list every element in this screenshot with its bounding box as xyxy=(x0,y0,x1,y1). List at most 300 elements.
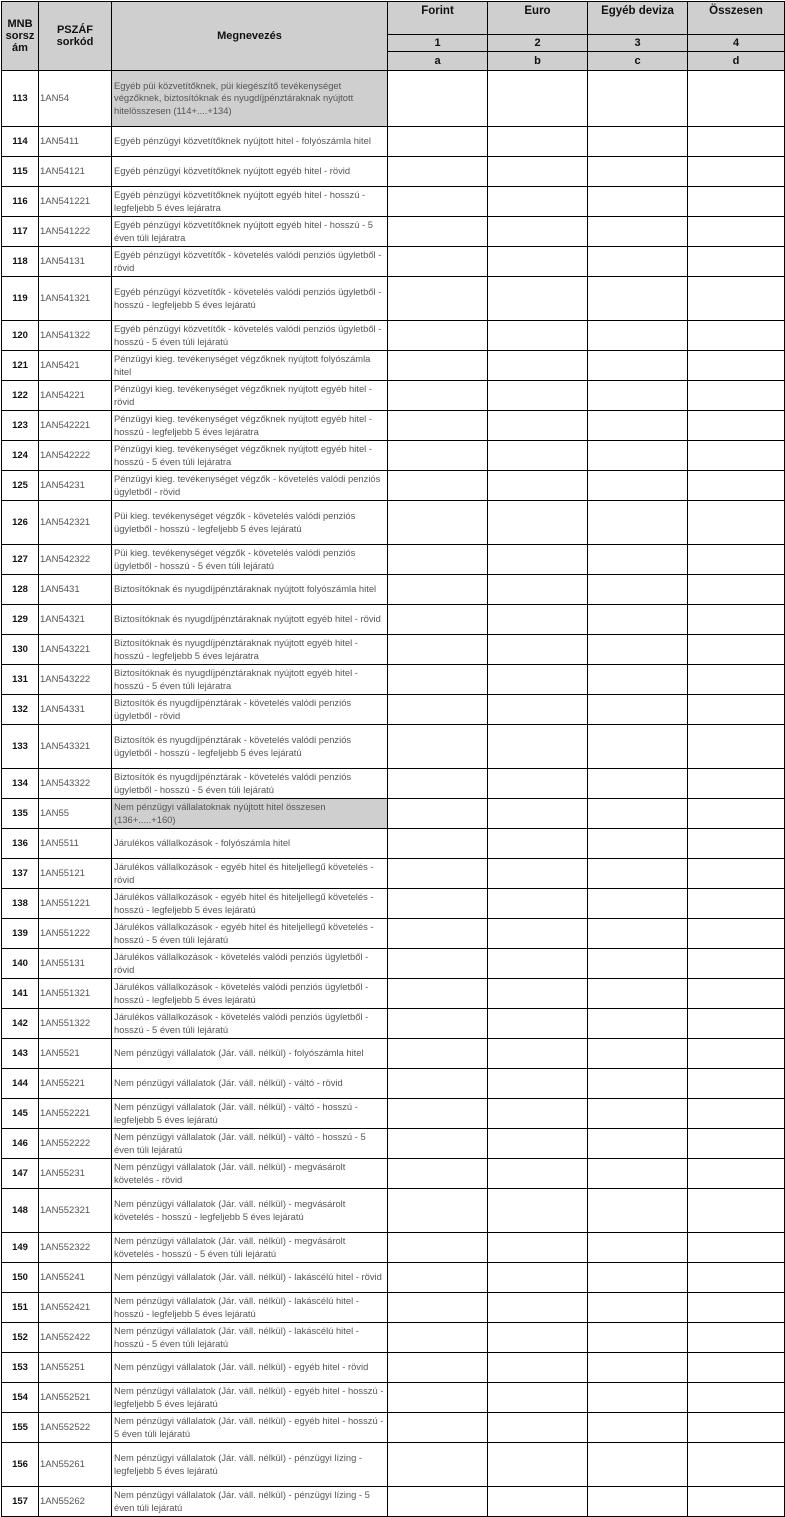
value-cell-euro[interactable] xyxy=(488,1413,588,1443)
value-cell-osszesen[interactable] xyxy=(688,381,785,411)
row-description: Püi kieg. tevékenységet végzők - követelés valódi penziós ügyletből - hosszú - 5 éven túli lejáratú xyxy=(112,545,388,575)
row-number: 147 xyxy=(2,1159,39,1189)
value-cell-euro[interactable] xyxy=(488,501,588,545)
value-cell-egyeb-deviza[interactable] xyxy=(588,859,688,889)
row-description: Egyéb pénzügyi közvetítőknek nyújtott egyéb hitel - rövid xyxy=(112,157,388,187)
table-body xyxy=(2,71,785,1517)
row-number: 148 xyxy=(2,1189,39,1233)
row-number: 120 xyxy=(2,321,39,351)
value-cell-euro[interactable] xyxy=(488,411,588,441)
value-cell-osszesen[interactable] xyxy=(688,277,785,321)
value-cell-egyeb-deviza[interactable] xyxy=(588,1233,688,1263)
value-cell-forint[interactable] xyxy=(388,1009,488,1039)
row-code: 1AN54121 xyxy=(39,157,112,187)
value-cell-forint[interactable] xyxy=(388,1233,488,1263)
row-number: 118 xyxy=(2,247,39,277)
value-cell-egyeb-deviza[interactable] xyxy=(588,1353,688,1383)
value-cell-osszesen[interactable] xyxy=(688,127,785,157)
value-cell-egyeb-deviza[interactable] xyxy=(588,187,688,217)
row-code: 1AN541221 xyxy=(39,187,112,217)
value-cell-osszesen[interactable] xyxy=(688,1353,785,1383)
value-cell-egyeb-deviza[interactable] xyxy=(588,501,688,545)
row-number: 130 xyxy=(2,635,39,665)
value-cell-euro[interactable] xyxy=(488,1323,588,1353)
row-code: 1AN542221 xyxy=(39,411,112,441)
table-row xyxy=(2,71,785,127)
value-cell-osszesen[interactable] xyxy=(688,1069,785,1099)
value-cell-euro[interactable] xyxy=(488,187,588,217)
table-row xyxy=(2,949,785,979)
header-megnevezes: Megnevezés xyxy=(112,2,388,71)
value-cell-euro[interactable] xyxy=(488,725,588,769)
row-number: 141 xyxy=(2,979,39,1009)
value-cell-osszesen[interactable] xyxy=(688,187,785,217)
value-cell-osszesen[interactable] xyxy=(688,157,785,187)
row-description: Pénzügyi kieg. tevékenységet végzőknek nyújtott egyéb hitel - hosszú - 5 éven túli lejáratra xyxy=(112,441,388,471)
table-row xyxy=(2,217,785,247)
table-row xyxy=(2,605,785,635)
value-cell-euro[interactable] xyxy=(488,1009,588,1039)
table-row xyxy=(2,799,785,829)
value-cell-euro[interactable] xyxy=(488,1189,588,1233)
value-cell-forint[interactable] xyxy=(388,157,488,187)
value-cell-osszesen[interactable] xyxy=(688,829,785,859)
value-cell-osszesen[interactable] xyxy=(688,889,785,919)
header-mnb-sorszam: MNB sorsz ám xyxy=(2,2,39,71)
value-cell-forint[interactable] xyxy=(388,769,488,799)
row-code: 1AN552322 xyxy=(39,1233,112,1263)
value-cell-euro[interactable] xyxy=(488,1069,588,1099)
value-cell-egyeb-deviza[interactable] xyxy=(588,769,688,799)
value-cell-egyeb-deviza[interactable] xyxy=(588,277,688,321)
value-cell-osszesen[interactable] xyxy=(688,441,785,471)
row-description: Egyéb püi közvetítőknek, püi kiegészítő tevékenységet végzőknek, biztosítóknak és nyugdíjpénztáraknak nyújtott hitelösszesen (114+....+134) xyxy=(112,71,388,127)
value-cell-osszesen[interactable] xyxy=(688,545,785,575)
value-cell-forint[interactable] xyxy=(388,1443,488,1487)
value-cell-forint[interactable] xyxy=(388,1323,488,1353)
value-cell-euro[interactable] xyxy=(488,949,588,979)
row-description: Biztosítók és nyugdíjpénztárak - követelés valódi penziós ügyletből - rövid xyxy=(112,695,388,725)
value-cell-osszesen[interactable] xyxy=(688,1383,785,1413)
table-row xyxy=(2,1189,785,1233)
row-code: 1AN54321 xyxy=(39,605,112,635)
row-code: 1AN542321 xyxy=(39,501,112,545)
table-row xyxy=(2,859,785,889)
value-cell-forint[interactable] xyxy=(388,545,488,575)
value-cell-egyeb-deviza[interactable] xyxy=(588,575,688,605)
table-row xyxy=(2,1099,785,1129)
value-cell-osszesen[interactable] xyxy=(688,1189,785,1233)
value-cell-egyeb-deviza[interactable] xyxy=(588,411,688,441)
row-number: 132 xyxy=(2,695,39,725)
value-cell-forint[interactable] xyxy=(388,321,488,351)
value-cell-forint[interactable] xyxy=(388,1039,488,1069)
row-number: 151 xyxy=(2,1293,39,1323)
row-description: Járulékos vállalkozások - egyéb hitel és hiteljellegű követelés - hosszú - 5 éven túli lejáratú xyxy=(112,919,388,949)
value-cell-euro[interactable] xyxy=(488,1039,588,1069)
row-description: Nem pénzügyi vállalatok (Jár. váll. nélkül) - megvásárolt követelés - hosszú - 5 éven túli lejáratú xyxy=(112,1233,388,1263)
table-row xyxy=(2,501,785,545)
row-number: 139 xyxy=(2,919,39,949)
value-cell-euro[interactable] xyxy=(488,1159,588,1189)
table-row xyxy=(2,441,785,471)
value-cell-forint[interactable] xyxy=(388,799,488,829)
table-row xyxy=(2,725,785,769)
table-row xyxy=(2,889,785,919)
row-code: 1AN543221 xyxy=(39,635,112,665)
table-row xyxy=(2,919,785,949)
value-cell-egyeb-deviza[interactable] xyxy=(588,919,688,949)
value-cell-forint[interactable] xyxy=(388,1383,488,1413)
value-cell-egyeb-deviza[interactable] xyxy=(588,949,688,979)
row-code: 1AN541322 xyxy=(39,321,112,351)
value-cell-forint[interactable] xyxy=(388,351,488,381)
row-description: Nem pénzügyi vállalatok (Jár. váll. nélkül) - egyéb hitel - hosszú - 5 éven túli lejáratú xyxy=(112,1413,388,1443)
row-description: Nem pénzügyi vállalatok (Jár. váll. nélkül) - megvásárolt követelés - rövid xyxy=(112,1159,388,1189)
row-description: Egyéb pénzügyi közvetítőknek nyújtott egyéb hitel - hosszú - 5 éven túli lejáratra xyxy=(112,217,388,247)
value-cell-euro[interactable] xyxy=(488,695,588,725)
value-cell-osszesen[interactable] xyxy=(688,575,785,605)
table-row xyxy=(2,411,785,441)
value-cell-osszesen[interactable] xyxy=(688,919,785,949)
row-description: Biztosítóknak és nyugdíjpénztáraknak nyújtott egyéb hitel - hosszú - 5 éven túli lejáratra xyxy=(112,665,388,695)
table-row xyxy=(2,1413,785,1443)
value-cell-osszesen[interactable] xyxy=(688,859,785,889)
value-cell-egyeb-deviza[interactable] xyxy=(588,71,688,127)
value-cell-egyeb-deviza[interactable] xyxy=(588,1263,688,1293)
value-cell-forint[interactable] xyxy=(388,1413,488,1443)
table-row xyxy=(2,1293,785,1323)
row-description: Nem pénzügyi vállalatok (Jár. váll. nélkül) - megvásárolt követelés - hosszú - legfeljebb 5 éves lejáratú xyxy=(112,1189,388,1233)
value-cell-osszesen[interactable] xyxy=(688,1487,785,1517)
header-col-number: 1 xyxy=(388,35,488,52)
value-cell-egyeb-deviza[interactable] xyxy=(588,829,688,859)
row-code: 1AN541321 xyxy=(39,277,112,321)
value-cell-osszesen[interactable] xyxy=(688,1039,785,1069)
value-cell-egyeb-deviza[interactable] xyxy=(588,1039,688,1069)
value-cell-osszesen[interactable] xyxy=(688,351,785,381)
value-cell-egyeb-deviza[interactable] xyxy=(588,1413,688,1443)
row-description: Nem pénzügyi vállalatok (Jár. váll. nélkül) - pénzügyi lízing - legfeljebb 5 éves lejáratú xyxy=(112,1443,388,1487)
row-code: 1AN55231 xyxy=(39,1159,112,1189)
value-cell-egyeb-deviza[interactable] xyxy=(588,157,688,187)
value-cell-euro[interactable] xyxy=(488,1293,588,1323)
value-cell-euro[interactable] xyxy=(488,441,588,471)
row-number: 131 xyxy=(2,665,39,695)
row-number: 114 xyxy=(2,127,39,157)
value-cell-euro[interactable] xyxy=(488,1099,588,1129)
value-cell-egyeb-deviza[interactable] xyxy=(588,799,688,829)
row-description: Biztosítók és nyugdíjpénztárak - követelés valódi penziós ügyletből - hosszú - legfeljebb 5 éves lejáratú xyxy=(112,725,388,769)
value-cell-euro[interactable] xyxy=(488,1443,588,1487)
value-cell-osszesen[interactable] xyxy=(688,979,785,1009)
value-cell-osszesen[interactable] xyxy=(688,247,785,277)
table-row xyxy=(2,769,785,799)
report-table xyxy=(1,1,785,1517)
value-cell-egyeb-deviza[interactable] xyxy=(588,1069,688,1099)
value-cell-forint[interactable] xyxy=(388,859,488,889)
header-col-osszesen: Összesen xyxy=(688,2,785,35)
value-cell-egyeb-deviza[interactable] xyxy=(588,889,688,919)
value-cell-euro[interactable] xyxy=(488,769,588,799)
value-cell-egyeb-deviza[interactable] xyxy=(588,1009,688,1039)
value-cell-egyeb-deviza[interactable] xyxy=(588,725,688,769)
row-description: Nem pénzügyi vállalatok (Jár. váll. nélkül) - váltó - hosszú - legfeljebb 5 éves lejáratú xyxy=(112,1099,388,1129)
row-number: 143 xyxy=(2,1039,39,1069)
row-code: 1AN54131 xyxy=(39,247,112,277)
row-description: Nem pénzügyi vállalatok (Jár. váll. nélkül) - váltó - hosszú - 5 éven túli lejáratú xyxy=(112,1129,388,1159)
value-cell-euro[interactable] xyxy=(488,889,588,919)
table-row xyxy=(2,277,785,321)
value-cell-egyeb-deviza[interactable] xyxy=(588,605,688,635)
value-cell-euro[interactable] xyxy=(488,1383,588,1413)
value-cell-forint[interactable] xyxy=(388,635,488,665)
value-cell-osszesen[interactable] xyxy=(688,1323,785,1353)
value-cell-forint[interactable] xyxy=(388,247,488,277)
value-cell-euro[interactable] xyxy=(488,1263,588,1293)
value-cell-egyeb-deviza[interactable] xyxy=(588,545,688,575)
value-cell-euro[interactable] xyxy=(488,919,588,949)
value-cell-forint[interactable] xyxy=(388,1487,488,1517)
row-number: 145 xyxy=(2,1099,39,1129)
value-cell-forint[interactable] xyxy=(388,575,488,605)
value-cell-egyeb-deviza[interactable] xyxy=(588,127,688,157)
value-cell-forint[interactable] xyxy=(388,889,488,919)
value-cell-osszesen[interactable] xyxy=(688,1099,785,1129)
row-number: 125 xyxy=(2,471,39,501)
row-description: Egyéb pénzügyi közvetítők - követelés valódi penziós ügyletből - rövid xyxy=(112,247,388,277)
value-cell-forint[interactable] xyxy=(388,1129,488,1159)
row-description: Nem pénzügyi vállalatok (Jár. váll. nélkül) - lakáscélú hitel - hosszú - 5 éven túli lejáratú xyxy=(112,1323,388,1353)
row-code: 1AN551322 xyxy=(39,1009,112,1039)
value-cell-euro[interactable] xyxy=(488,247,588,277)
value-cell-euro[interactable] xyxy=(488,545,588,575)
value-cell-osszesen[interactable] xyxy=(688,1129,785,1159)
value-cell-euro[interactable] xyxy=(488,351,588,381)
table-row xyxy=(2,187,785,217)
value-cell-euro[interactable] xyxy=(488,1129,588,1159)
table-row xyxy=(2,829,785,859)
table-row xyxy=(2,979,785,1009)
value-cell-egyeb-deviza[interactable] xyxy=(588,1323,688,1353)
value-cell-euro[interactable] xyxy=(488,277,588,321)
row-code: 1AN54221 xyxy=(39,381,112,411)
value-cell-osszesen[interactable] xyxy=(688,1009,785,1039)
value-cell-forint[interactable] xyxy=(388,605,488,635)
header-col-egyeb-deviza: Egyéb deviza xyxy=(588,2,688,35)
table-row xyxy=(2,1159,785,1189)
value-cell-forint[interactable] xyxy=(388,979,488,1009)
row-code: 1AN55131 xyxy=(39,949,112,979)
row-description: Biztosítóknak és nyugdíjpénztáraknak nyújtott egyéb hitel - rövid xyxy=(112,605,388,635)
header-col-letter: a xyxy=(388,52,488,71)
value-cell-forint[interactable] xyxy=(388,411,488,441)
value-cell-forint[interactable] xyxy=(388,441,488,471)
table-row xyxy=(2,1263,785,1293)
row-number: 142 xyxy=(2,1009,39,1039)
value-cell-euro[interactable] xyxy=(488,1353,588,1383)
value-cell-egyeb-deviza[interactable] xyxy=(588,1129,688,1159)
value-cell-forint[interactable] xyxy=(388,919,488,949)
row-description: Nem pénzügyi vállalatok (Jár. váll. nélkül) - lakáscélú hitel - hosszú - legfeljebb 5 éves lejáratú xyxy=(112,1293,388,1323)
value-cell-osszesen[interactable] xyxy=(688,1159,785,1189)
value-cell-forint[interactable] xyxy=(388,381,488,411)
table-row xyxy=(2,381,785,411)
row-number: 140 xyxy=(2,949,39,979)
value-cell-forint[interactable] xyxy=(388,501,488,545)
value-cell-egyeb-deviza[interactable] xyxy=(588,1189,688,1233)
row-number: 129 xyxy=(2,605,39,635)
row-number: 156 xyxy=(2,1443,39,1487)
value-cell-forint[interactable] xyxy=(388,127,488,157)
value-cell-egyeb-deviza[interactable] xyxy=(588,441,688,471)
value-cell-egyeb-deviza[interactable] xyxy=(588,1383,688,1413)
value-cell-forint[interactable] xyxy=(388,1293,488,1323)
value-cell-forint[interactable] xyxy=(388,1069,488,1099)
table-row xyxy=(2,321,785,351)
value-cell-osszesen[interactable] xyxy=(688,1293,785,1323)
row-number: 150 xyxy=(2,1263,39,1293)
row-description: Nem pénzügyi vállalatok (Jár. váll. nélkül) - folyószámla hitel xyxy=(112,1039,388,1069)
row-code: 1AN552522 xyxy=(39,1413,112,1443)
value-cell-osszesen[interactable] xyxy=(688,695,785,725)
value-cell-egyeb-deviza[interactable] xyxy=(588,1443,688,1487)
value-cell-euro[interactable] xyxy=(488,321,588,351)
value-cell-euro[interactable] xyxy=(488,575,588,605)
row-code: 1AN5511 xyxy=(39,829,112,859)
value-cell-forint[interactable] xyxy=(388,695,488,725)
value-cell-euro[interactable] xyxy=(488,605,588,635)
row-description: Nem pénzügyi vállalatok (Jár. váll. nélkül) - pénzügyi lízing - 5 éven túli lejáratú xyxy=(112,1487,388,1517)
value-cell-egyeb-deviza[interactable] xyxy=(588,695,688,725)
value-cell-euro[interactable] xyxy=(488,859,588,889)
value-cell-forint[interactable] xyxy=(388,71,488,127)
value-cell-euro[interactable] xyxy=(488,127,588,157)
value-cell-egyeb-deviza[interactable] xyxy=(588,635,688,665)
value-cell-egyeb-deviza[interactable] xyxy=(588,1487,688,1517)
value-cell-forint[interactable] xyxy=(388,1159,488,1189)
row-description: Nem pénzügyi vállalatok (Jár. váll. nélkül) - egyéb hitel - hosszú - legfeljebb 5 éves lejáratú xyxy=(112,1383,388,1413)
value-cell-osszesen[interactable] xyxy=(688,501,785,545)
value-cell-euro[interactable] xyxy=(488,381,588,411)
value-cell-egyeb-deviza[interactable] xyxy=(588,1099,688,1129)
value-cell-euro[interactable] xyxy=(488,217,588,247)
value-cell-euro[interactable] xyxy=(488,71,588,127)
value-cell-egyeb-deviza[interactable] xyxy=(588,1293,688,1323)
row-description: Egyéb pénzügyi közvetítőknek nyújtott egyéb hitel - hosszú - legfeljebb 5 éves lejáratra xyxy=(112,187,388,217)
value-cell-egyeb-deviza[interactable] xyxy=(588,351,688,381)
value-cell-osszesen[interactable] xyxy=(688,1413,785,1443)
row-code: 1AN542222 xyxy=(39,441,112,471)
value-cell-forint[interactable] xyxy=(388,829,488,859)
table-row xyxy=(2,471,785,501)
row-code: 1AN55221 xyxy=(39,1069,112,1099)
value-cell-forint[interactable] xyxy=(388,665,488,695)
value-cell-forint[interactable] xyxy=(388,1263,488,1293)
table-row xyxy=(2,157,785,187)
value-cell-forint[interactable] xyxy=(388,1189,488,1233)
value-cell-egyeb-deviza[interactable] xyxy=(588,665,688,695)
value-cell-osszesen[interactable] xyxy=(688,217,785,247)
header-pszaf-sorkod: PSZÁF sorkód xyxy=(39,2,112,71)
value-cell-euro[interactable] xyxy=(488,979,588,1009)
value-cell-osszesen[interactable] xyxy=(688,1443,785,1487)
row-number: 127 xyxy=(2,545,39,575)
value-cell-forint[interactable] xyxy=(388,217,488,247)
value-cell-osszesen[interactable] xyxy=(688,769,785,799)
row-number: 149 xyxy=(2,1233,39,1263)
value-cell-egyeb-deviza[interactable] xyxy=(588,247,688,277)
value-cell-egyeb-deviza[interactable] xyxy=(588,471,688,501)
value-cell-forint[interactable] xyxy=(388,949,488,979)
value-cell-forint[interactable] xyxy=(388,1099,488,1129)
value-cell-forint[interactable] xyxy=(388,471,488,501)
row-number: 113 xyxy=(2,71,39,127)
row-description: Nem pénzügyi vállalatok (Jár. váll. nélkül) - váltó - rövid xyxy=(112,1069,388,1099)
header-row-labels xyxy=(2,2,785,35)
value-cell-euro[interactable] xyxy=(488,1233,588,1263)
value-cell-egyeb-deviza[interactable] xyxy=(588,321,688,351)
row-description: Egyéb pénzügyi közvetítők - követelés valódi penziós ügyletből - hosszú - legfeljebb 5 éves lejáratú xyxy=(112,277,388,321)
row-description: Egyéb pénzügyi közvetítőknek nyújtott hitel - folyószámla hitel xyxy=(112,127,388,157)
value-cell-osszesen[interactable] xyxy=(688,605,785,635)
value-cell-euro[interactable] xyxy=(488,665,588,695)
row-code: 1AN54331 xyxy=(39,695,112,725)
value-cell-osszesen[interactable] xyxy=(688,411,785,441)
header-col-number: 4 xyxy=(688,35,785,52)
value-cell-forint[interactable] xyxy=(388,277,488,321)
value-cell-osszesen[interactable] xyxy=(688,321,785,351)
row-number: 119 xyxy=(2,277,39,321)
value-cell-osszesen[interactable] xyxy=(688,799,785,829)
row-number: 128 xyxy=(2,575,39,605)
value-cell-euro[interactable] xyxy=(488,471,588,501)
value-cell-euro[interactable] xyxy=(488,157,588,187)
row-code: 1AN543222 xyxy=(39,665,112,695)
value-cell-osszesen[interactable] xyxy=(688,1233,785,1263)
value-cell-osszesen[interactable] xyxy=(688,1263,785,1293)
row-description: Pénzügyi kieg. tevékenységet végzőknek nyújtott egyéb hitel - rövid xyxy=(112,381,388,411)
value-cell-osszesen[interactable] xyxy=(688,635,785,665)
row-code: 1AN55262 xyxy=(39,1487,112,1517)
value-cell-euro[interactable] xyxy=(488,799,588,829)
row-code: 1AN552421 xyxy=(39,1293,112,1323)
value-cell-euro[interactable] xyxy=(488,1487,588,1517)
row-number: 155 xyxy=(2,1413,39,1443)
value-cell-egyeb-deviza[interactable] xyxy=(588,381,688,411)
row-code: 1AN5431 xyxy=(39,575,112,605)
value-cell-forint[interactable] xyxy=(388,725,488,769)
value-cell-osszesen[interactable] xyxy=(688,949,785,979)
value-cell-osszesen[interactable] xyxy=(688,665,785,695)
row-number: 137 xyxy=(2,859,39,889)
row-number: 116 xyxy=(2,187,39,217)
table-row xyxy=(2,1233,785,1263)
value-cell-egyeb-deviza[interactable] xyxy=(588,1159,688,1189)
value-cell-egyeb-deviza[interactable] xyxy=(588,217,688,247)
value-cell-osszesen[interactable] xyxy=(688,71,785,127)
value-cell-euro[interactable] xyxy=(488,635,588,665)
value-cell-osszesen[interactable] xyxy=(688,471,785,501)
value-cell-euro[interactable] xyxy=(488,829,588,859)
value-cell-forint[interactable] xyxy=(388,187,488,217)
row-number: 157 xyxy=(2,1487,39,1517)
value-cell-forint[interactable] xyxy=(388,1353,488,1383)
row-code: 1AN55121 xyxy=(39,859,112,889)
row-number: 154 xyxy=(2,1383,39,1413)
value-cell-osszesen[interactable] xyxy=(688,725,785,769)
value-cell-egyeb-deviza[interactable] xyxy=(588,979,688,1009)
